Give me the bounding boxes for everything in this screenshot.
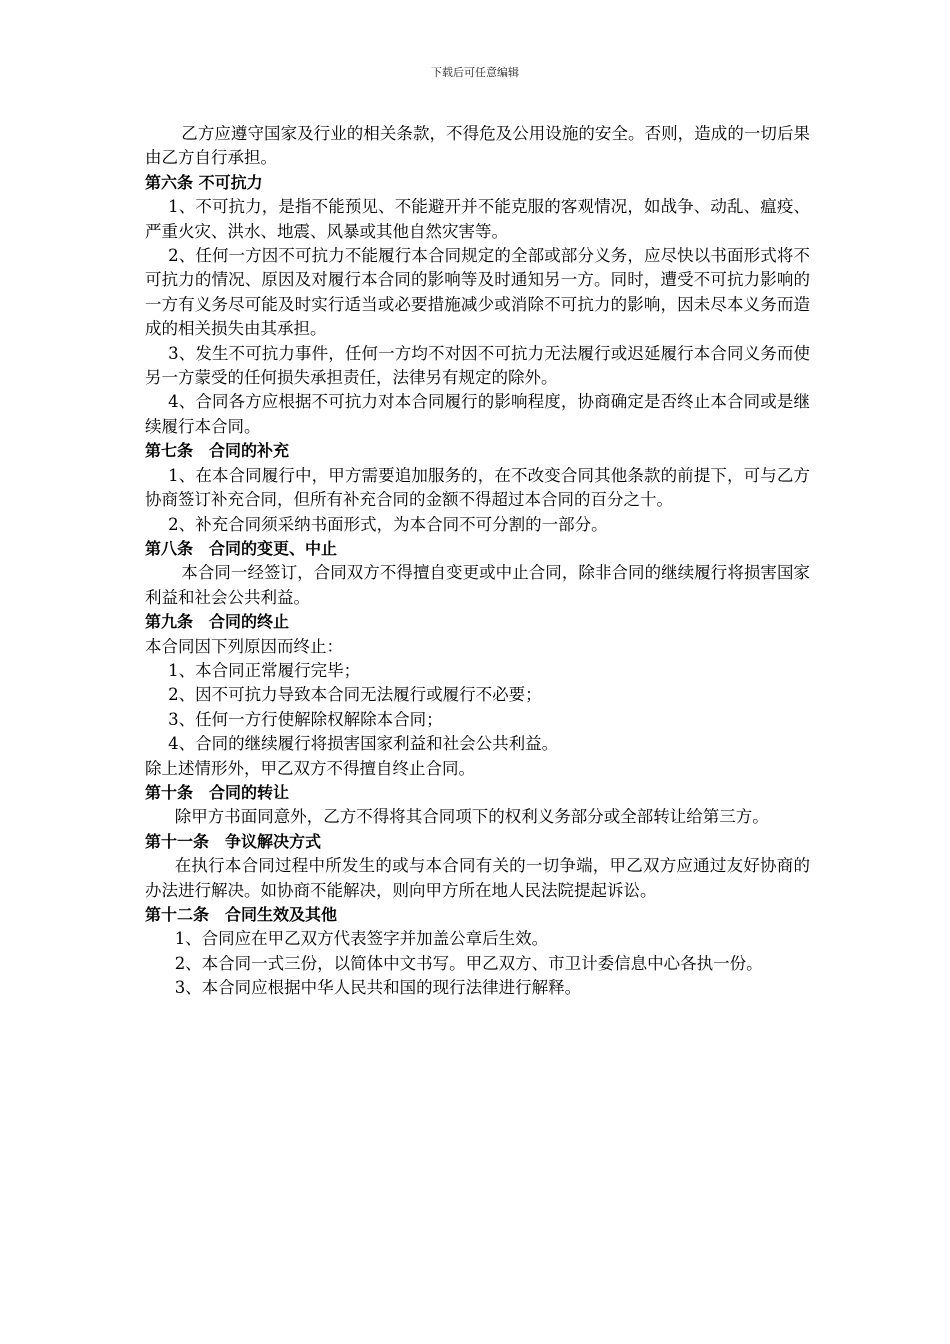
list-item: 4、合同的继续履行将损害国家利益和社会公共利益。 bbox=[168, 734, 559, 754]
paragraph: 在执行本合同过程中所发生的或与本合同有关的一切争端，甲乙双方应通过友好协商的办法进行解决。如协商不能解决，则向甲方所在地人民法院提起诉讼。 bbox=[145, 856, 810, 900]
paragraph: 2、任何一方因不可抗力不能履行本合同规定的全部或部分义务，应尽快以书面形式将不可抗力的情况、原因及对履行本合同的影响等及时通知另一方。同时，遭受不可抗力影响的一方有义务尽可能及时实行适当或必要措施减少或消除不可抗力的影响，因未尽本义务而造成的相关损失由其承担。 bbox=[145, 246, 810, 339]
article-heading: 第十条 合同的转让 bbox=[145, 782, 290, 802]
paragraph: 2、补充合同须采纳书面形式，为本合同不可分割的一部分。 bbox=[168, 514, 608, 534]
article-heading: 第十一条 争议解决方式 bbox=[145, 831, 322, 851]
article-heading: 第九条 合同的终止 bbox=[145, 612, 290, 632]
paragraph: 2、本合同一式三份，以简体中文书写。甲乙双方、市卫计委信息中心各执一份。 bbox=[174, 953, 763, 973]
paragraph: 3、发生不可抗力事件，任何一方均不对因不可抗力无法履行或迟延履行本合同义务而使另一方蒙受的任何损失承担责任，法律另有规定的除外。 bbox=[145, 343, 810, 388]
paragraph: 1、合同应在甲乙双方代表签字并加盖公章后生效。 bbox=[174, 929, 549, 949]
page-header: 下载后可任意编辑 bbox=[431, 66, 519, 79]
paragraph: 1、在本合同履行中，甲方需要追加服务的，在不改变合同其他条款的前提下，可与乙方协商签订补充合同，但所有补充合同的金额不得超过本合同的百分之十。 bbox=[145, 465, 810, 510]
article-heading: 第十二条 合同生效及其他 bbox=[145, 905, 338, 924]
paragraph: 1、不可抗力，是指不能预见、不能避开并不能克服的客观情况，如战争、动乱、瘟疫、严重火灾、洪水、地震、风暴或其他自然灾害等。 bbox=[145, 197, 810, 241]
paragraph: 本合同一经签订，合同双方不得擅自变更或中止合同，除非合同的继续履行将损害国家利益和社会公共利益。 bbox=[145, 563, 810, 607]
article-heading: 第八条 合同的变更、中止 bbox=[145, 538, 338, 558]
article-heading: 第七条 合同的补充 bbox=[145, 441, 290, 461]
contract-body bbox=[145, 122, 810, 1001]
paragraph: 4、合同各方应根据不可抗力对本合同履行的影响程度，协商确定是否终止本合同或是继续履行本合同。 bbox=[145, 392, 810, 436]
paragraph: 本合同因下列原因而终止： bbox=[145, 636, 343, 656]
paragraph: 乙方应遵守国家及行业的相关条款，不得危及公用设施的安全。否则，造成的一切后果由乙方自行承担。 bbox=[145, 124, 810, 168]
article-heading: 第六条 不可抗力 bbox=[145, 172, 263, 192]
list-item: 1、本合同正常履行完毕； bbox=[168, 660, 361, 680]
paragraph: 3、本合同应根据中华人民共和国的现行法律进行解释。 bbox=[174, 978, 582, 998]
list-item: 2、因不可抗力导致本合同无法履行或履行不必要； bbox=[168, 685, 542, 705]
list-item: 3、任何一方行使解除权解除本合同； bbox=[168, 709, 443, 729]
paragraph: 除甲方书面同意外，乙方不得将其合同项下的权利义务部分或全部转让给第三方。 bbox=[174, 807, 769, 827]
paragraph: 除上述情形外，甲乙双方不得擅自终止合同。 bbox=[145, 758, 475, 778]
